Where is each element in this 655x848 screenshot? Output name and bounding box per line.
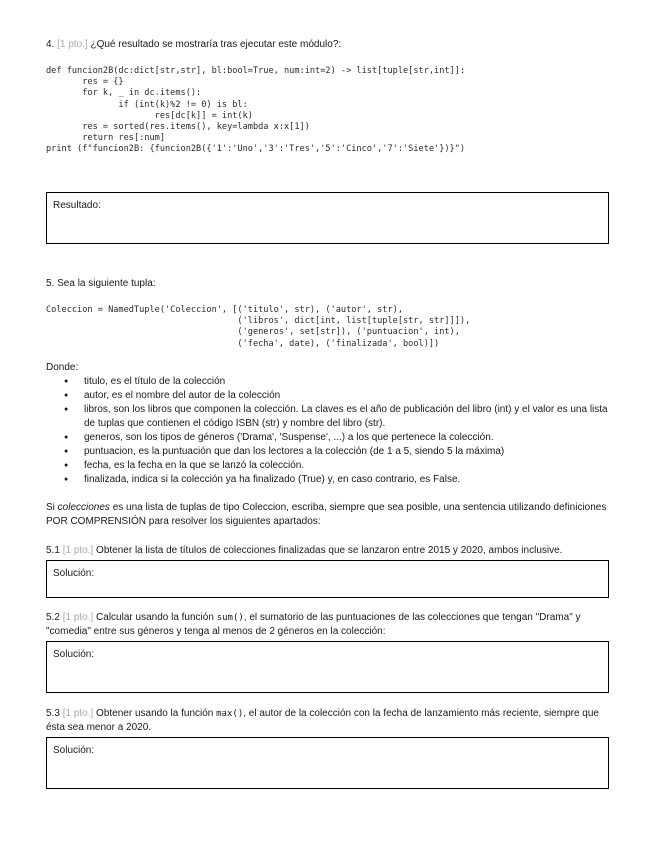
question-number: 5.3 [46,708,60,719]
question-5-1-title [46,544,612,558]
question-5-3-title: 5.3 [1 pto.] Obtener usando la función max(), el autor de la colección con la fecha de lanzamiento más reciente, siempre que ésta sea menor a 2020. [46,708,599,733]
list-item: ● titulo, es el título de la colección [46,375,612,389]
question-5-1-answer-box[interactable] [46,560,609,598]
list-item: ● generos, son los tipos de géneros ('Drama', 'Suspense', ...) a los que pertenece la colección. [46,431,612,445]
question-number: 5.1 [46,545,60,556]
field-list [46,375,612,487]
question-4-title [46,38,612,52]
question-4-answer-box[interactable] [46,192,609,244]
question-text: Obtener usando la función [96,708,214,719]
question-5-2-answer-box[interactable] [46,641,609,693]
question-number: 5.2 [46,612,60,623]
list-item: ● finalizada, indica si la colección ya ha finalizado (True) y, en caso contrario, es False. [46,473,612,487]
answer-label: Resultado: [53,200,101,211]
question-text: ¿Qué resultado se mostraría tras ejecutar este módulo?: [90,39,342,50]
answer-label: Solución: [53,649,95,660]
question-text: Calcular usando la función [96,612,214,623]
list-item: ● puntuacion, es la puntuación que dan los lectores a la colección (de 1 a 5, siendo 5 la máxima) [46,445,612,459]
list-item: ● fecha, es la fecha en la que se lanzó la colección. [46,459,612,473]
question-points: [1 pto.] [62,612,94,623]
question-5-2-title: 5.2 [1 pto.] Calcular usando la función sum(), el sumatorio de las puntuaciones de las colecciones que tengan "Drama" y "comedia" entre sus géneros y tenga al menos de 2 géneros en la colección: [46,612,581,637]
variable-name: colecciones [57,502,110,513]
donde-label: Donde: [46,362,79,373]
question-number: 4. [46,39,55,50]
question-5-code: Coleccion = NamedTuple('Coleccion', [('titulo', str), ('autor', str), ('libros', dict[int, list[tuple[str, str]]]), ('generos', set[str]), ('puntuacion', int), ('fecha', date), ('finalizada', bool)]) [46,305,471,349]
question-points: [1 pto.] [57,39,88,50]
question-5-title [46,277,612,291]
question-points: [1 pto.] [62,708,94,719]
answer-label: Solución: [53,745,95,756]
function-name: max() [216,709,244,719]
question-5-intro: Si colecciones es una lista de tuplas de tipo Coleccion, escriba, siempre que sea posible, una sentencia utilizando definiciones POR COMPRENSIÓN para resolver los siguientes apartados: [46,502,607,527]
question-text: Obtener la lista de títulos de colecciones finalizadas que se lanzaron entre 2015 y 2020, ambos inclusive. [96,545,563,556]
question-5-3-answer-box[interactable] [46,737,609,789]
question-text: Sea la siguiente tupla: [57,278,156,289]
list-item: ● autor, es el nombre del autor de la colección [46,389,612,403]
question-points: [1 pto.] [62,545,94,556]
answer-label: Solución: [53,568,95,579]
list-item: ● libros, son los libros que componen la colección. La claves es el año de publicación del libro (int) y el valor es una lista de tuplas que contienen el código ISBN (str) y nombre del libro (str). [46,403,612,431]
question-number: 5. [46,278,55,289]
function-name: sum() [216,613,244,623]
question-4-code: def funcion2B(dc:dict[str,str], bl:bool=True, num:int=2) -> list[tuple[str,int]]: res = {} for k, _ in dc.items(): if (int(k)%2 != 0) is bl: res[dc[k]] = int(k) res = sorted(res.items(), key=lambda x:x[1]) return res[:num] print (f"funcion2B: {funcion2B({'1':'Uno','3':'Tres','5':'Cinco','7':'Siete'})}") [46,66,466,155]
